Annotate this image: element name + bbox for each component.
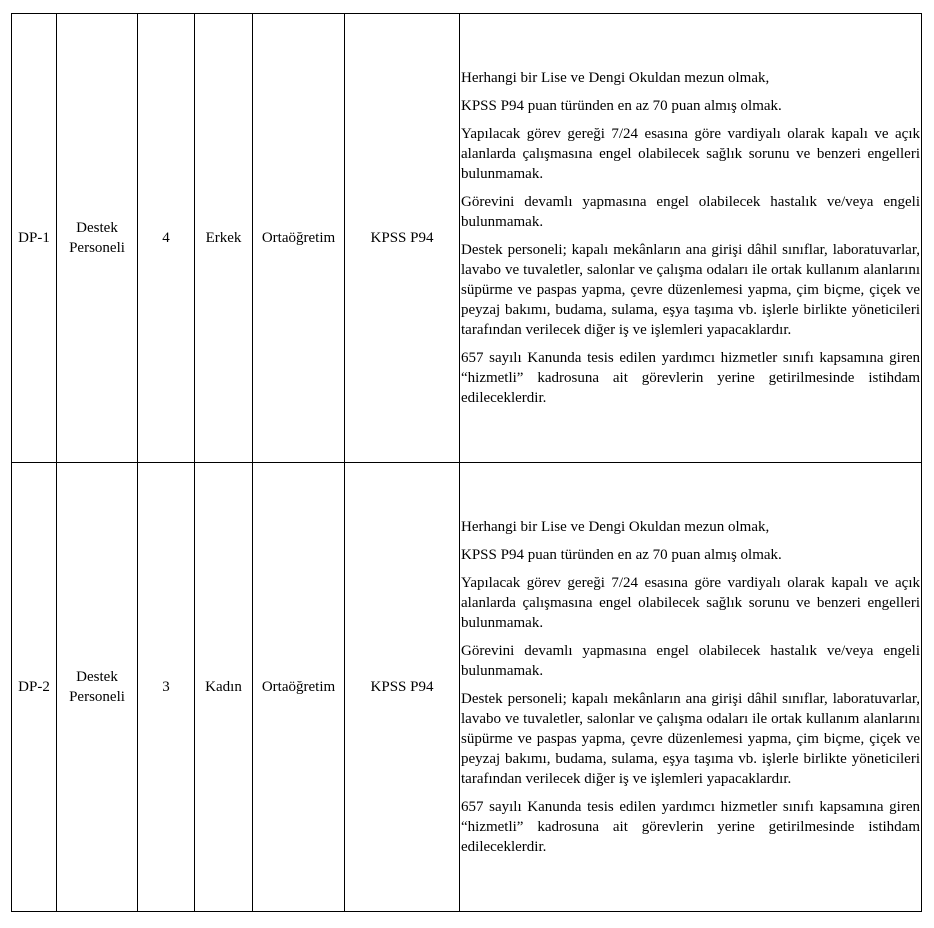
position-name: Destek Personeli	[69, 220, 125, 256]
requirement-item: Yapılacak görev gereği 7/24 esasına göre vardiyalı olarak kapalı ve açık alanlarda çalışmasına engel olabilecek sağlık sorunu ve benzeri engelleri bulunmamak.	[461, 575, 920, 631]
education-cell: Ortaöğretim	[253, 463, 345, 912]
education-cell: Ortaöğretim	[253, 14, 345, 463]
requirement-item: Herhangi bir Lise ve Dengi Okuldan mezun olmak,	[461, 519, 770, 535]
requirement-item: 657 sayılı Kanunda tesis edilen yardımcı hizmetler sınıfı kapsamına giren “hizmetli” kadrosuna ait görevlerin yerine getirilmesinde istihdam edileceklerdir.	[461, 350, 920, 406]
position-code-cell: DP-2	[12, 463, 57, 912]
position-code-cell: DP-1	[12, 14, 57, 463]
requirement-item: Görevini devamlı yapmasına engel olabilecek hastalık ve/veya engeli bulunmamak.	[461, 194, 920, 230]
position-name: Destek Personeli	[69, 669, 125, 705]
position-name-cell	[57, 14, 138, 463]
position-count-cell: 3	[138, 463, 195, 912]
requirements-cell	[460, 463, 922, 912]
job-requirements-table	[11, 13, 922, 912]
requirement-item: Destek personeli; kapalı mekânların ana girişi dâhil sınıflar, laboratuvarlar, lavabo ve tuvaletler, salonlar ve çalışma odaları ile ortak kullanım alanlarını süpürme ve paspas yapma, çevre düzenlemesi yapma, çim biçme, çiçek ve peyzaj bakımı, budama, sulama, eşya taşıma vb. işlerle birlikte yöneticileri tarafından verilecek diğer iş ve işlemleri yapacaklardır.	[461, 691, 920, 787]
exam-cell: KPSS P94	[345, 14, 460, 463]
requirement-item: Yapılacak görev gereği 7/24 esasına göre vardiyalı olarak kapalı ve açık alanlarda çalışmasına engel olabilecek sağlık sorunu ve benzeri engelleri bulunmamak.	[461, 126, 920, 182]
requirement-item: Görevini devamlı yapmasına engel olabilecek hastalık ve/veya engeli bulunmamak.	[461, 643, 920, 679]
table-row	[12, 14, 922, 463]
gender-cell: Erkek	[195, 14, 253, 463]
requirements-cell	[460, 14, 922, 463]
requirement-item: KPSS P94 puan türünden en az 70 puan almış olmak.	[461, 547, 782, 563]
requirement-item: 657 sayılı Kanunda tesis edilen yardımcı hizmetler sınıfı kapsamına giren “hizmetli” kadrosuna ait görevlerin yerine getirilmesinde istihdam edileceklerdir.	[461, 799, 920, 855]
requirement-item: KPSS P94 puan türünden en az 70 puan almış olmak.	[461, 98, 782, 114]
position-name-cell	[57, 463, 138, 912]
requirement-item: Destek personeli; kapalı mekânların ana girişi dâhil sınıflar, laboratuvarlar, lavabo ve tuvaletler, salonlar ve çalışma odaları ile ortak kullanım alanlarını süpürme ve paspas yapma, çevre düzenlemesi yapma, çim biçme, çiçek ve peyzaj bakımı, budama, sulama, eşya taşıma vb. işlerle birlikte yöneticileri tarafından verilecek diğer iş ve işlemleri yapacaklardır.	[461, 242, 920, 338]
gender-cell: Kadın	[195, 463, 253, 912]
table-row	[12, 463, 922, 912]
requirement-item: Herhangi bir Lise ve Dengi Okuldan mezun olmak,	[461, 70, 770, 86]
position-count-cell: 4	[138, 14, 195, 463]
exam-cell: KPSS P94	[345, 463, 460, 912]
